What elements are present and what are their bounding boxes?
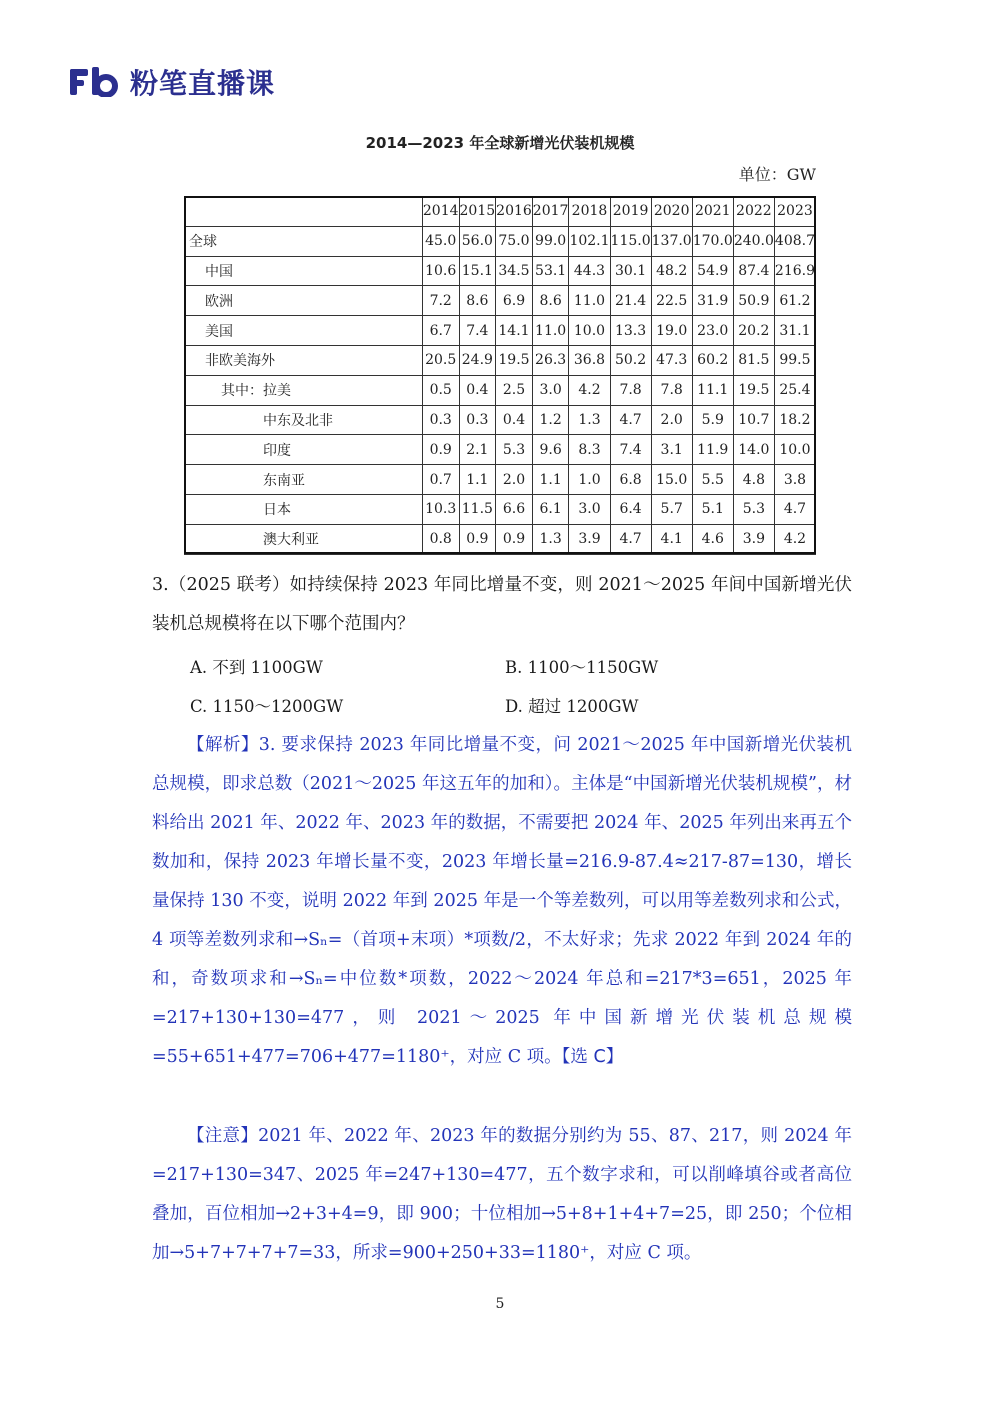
table-cell: 2.1 [459, 435, 496, 465]
table-cell: 4.7 [774, 494, 815, 524]
table-row [185, 435, 816, 465]
table-cell: 0.9 [496, 524, 533, 554]
table-cell: 170.0 [692, 226, 733, 256]
table-cell: 99.5 [774, 345, 815, 375]
table-cell: 4.2 [774, 524, 815, 554]
table-cell: 0.9 [422, 435, 459, 465]
table-cell: 2.5 [496, 375, 533, 405]
table-cell: 8.6 [459, 286, 496, 316]
table-cell: 3.0 [532, 375, 569, 405]
table-cell: 54.9 [692, 256, 733, 286]
table-row [185, 524, 816, 554]
note-text: 2021 年、2022 年、2023 年的数据分别约为 55、87、217，则 2024 年=217+130=347、2025 年=247+130=477，五个数字求和，可以削峰填谷或者高位叠加，百位相加→2+3+4=9，即 900；十位相加→5+8+1+4+7=25，即 250；个位相加→5+7+7+7+7=33，所求=900+250+33=1180⁺，对应 C 项。 [152, 1126, 852, 1263]
brand-logo [70, 62, 275, 102]
year-header: 2015 [459, 197, 496, 227]
table-cell: 2.0 [496, 465, 533, 495]
fb-logo-icon [70, 67, 120, 97]
row-label: 全球 [185, 226, 423, 256]
row-label: 中东及北非 [185, 405, 423, 435]
year-header: 2019 [610, 197, 651, 227]
solar-installation-table [184, 196, 816, 555]
table-cell: 10.6 [422, 256, 459, 286]
table-cell: 3.9 [733, 524, 774, 554]
table-cell: 216.9 [774, 256, 815, 286]
table-cell: 4.6 [692, 524, 733, 554]
year-header: 2021 [692, 197, 733, 227]
table-cell: 240.0 [733, 226, 774, 256]
row-label: 其中：拉美 [185, 375, 423, 405]
table-row [185, 465, 816, 495]
table-cell: 1.1 [532, 465, 569, 495]
page-number: 5 [495, 1296, 505, 1312]
table-cell: 53.1 [532, 256, 569, 286]
table-cell: 5.3 [496, 435, 533, 465]
year-header: 2016 [496, 197, 533, 227]
table-cell: 22.5 [651, 286, 692, 316]
table-row [185, 405, 816, 435]
table-cell: 19.5 [733, 375, 774, 405]
table-cell: 137.0 [651, 226, 692, 256]
table-row [185, 494, 816, 524]
row-label: 澳大利亚 [185, 524, 423, 554]
table-cell: 10.7 [733, 405, 774, 435]
data-table-container [184, 196, 816, 554]
analysis-text: 3. 要求保持 2023 年同比增量不变，问 2021～2025 年中国新增光伏装机总规模，即求总数（2021～2025 年这五年的加和）。主体是“中国新增光伏装机规模”，材料给出 2021 年、2022 年、2023 年的数据，不需要把 2024 年、2025 年列出来再五个数加和，保持 2023 年增长量不变，2023 年增长量=216.9-87.4≈217-87=130，增长量保持 130 不变，说明 2022 年到 2025 年是一个等差数列，可以用等差数列求和公式，4 项等差数列求和→Sₙ=（首项+末项）*项数/2，不太好求；先求 2022 年到 2024 年的和，奇数项求和→Sₙ=中位数*项数，2022～2024 年总和=217*3=651，2025 年=217+130+130=477，则 2021～2025 年中国新增光伏装机总规模=55+651+477=706+477=1180⁺，对应 C 项。 [152, 735, 852, 1067]
year-header: 2014 [422, 197, 459, 227]
table-cell: 56.0 [459, 226, 496, 256]
table-cell: 6.4 [610, 494, 651, 524]
table-cell: 7.2 [422, 286, 459, 316]
table-cell: 19.5 [496, 345, 533, 375]
table-cell: 20.5 [422, 345, 459, 375]
table-cell: 14.1 [496, 316, 533, 346]
table-cell: 10.0 [774, 435, 815, 465]
table-cell: 61.2 [774, 286, 815, 316]
table-cell: 75.0 [496, 226, 533, 256]
table-cell: 5.1 [692, 494, 733, 524]
table-cell: 4.7 [610, 405, 651, 435]
table-cell: 1.3 [569, 405, 610, 435]
option-b: B. 1100～1150GW [505, 658, 659, 677]
table-cell: 14.0 [733, 435, 774, 465]
table-cell: 7.8 [610, 375, 651, 405]
table-row [185, 256, 816, 286]
table-cell: 5.7 [651, 494, 692, 524]
table-cell: 19.0 [651, 316, 692, 346]
analysis-answer: 【选 C】 [561, 1047, 624, 1067]
table-cell: 45.0 [422, 226, 459, 256]
table-cell: 50.2 [610, 345, 651, 375]
table-cell: 2.0 [651, 405, 692, 435]
year-header: 2022 [733, 197, 774, 227]
table-cell: 48.2 [651, 256, 692, 286]
table-cell: 6.9 [496, 286, 533, 316]
table-cell: 18.2 [774, 405, 815, 435]
table-cell: 0.3 [459, 405, 496, 435]
note-section [152, 1117, 852, 1273]
table-cell: 15.1 [459, 256, 496, 286]
table-row [185, 286, 816, 316]
row-label: 东南亚 [185, 465, 423, 495]
table-row [185, 345, 816, 375]
table-cell: 1.0 [569, 465, 610, 495]
table-cell: 5.3 [733, 494, 774, 524]
year-header: 2020 [651, 197, 692, 227]
table-cell: 0.4 [459, 375, 496, 405]
table-cell: 25.4 [774, 375, 815, 405]
table-cell: 34.5 [496, 256, 533, 286]
note-tag: 【注意】 [187, 1126, 259, 1146]
table-cell: 10.0 [569, 316, 610, 346]
table-cell: 9.6 [532, 435, 569, 465]
table-cell: 3.0 [569, 494, 610, 524]
table-cell: 5.9 [692, 405, 733, 435]
table-cell: 87.4 [733, 256, 774, 286]
analysis-section [152, 726, 852, 1077]
row-label: 美国 [185, 316, 423, 346]
table-cell: 6.8 [610, 465, 651, 495]
option-d: D. 超过 1200GW [505, 697, 639, 716]
year-header: 2018 [569, 197, 610, 227]
table-cell: 6.6 [496, 494, 533, 524]
table-row [185, 316, 816, 346]
table-cell: 11.0 [532, 316, 569, 346]
table-cell: 11.5 [459, 494, 496, 524]
table-cell: 0.7 [422, 465, 459, 495]
row-label: 日本 [185, 494, 423, 524]
table-row [185, 375, 816, 405]
table-cell: 6.7 [422, 316, 459, 346]
table-cell: 11.0 [569, 286, 610, 316]
table-cell: 13.3 [610, 316, 651, 346]
table-cell: 102.1 [569, 226, 610, 256]
table-cell: 408.7 [774, 226, 815, 256]
table-cell: 3.9 [569, 524, 610, 554]
table-cell: 1.2 [532, 405, 569, 435]
table-cell: 31.9 [692, 286, 733, 316]
row-label: 非欧美海外 [185, 345, 423, 375]
table-cell: 81.5 [733, 345, 774, 375]
table-cell: 0.8 [422, 524, 459, 554]
table-header-row [185, 197, 816, 227]
table-cell: 26.3 [532, 345, 569, 375]
table-cell: 0.9 [459, 524, 496, 554]
table-cell: 30.1 [610, 256, 651, 286]
table-cell: 6.1 [532, 494, 569, 524]
option-a: A. 不到 1100GW [190, 658, 323, 677]
table-cell: 5.5 [692, 465, 733, 495]
table-cell: 23.0 [692, 316, 733, 346]
brand-name: 粉笔直播课 [130, 67, 276, 100]
table-cell: 21.4 [610, 286, 651, 316]
table-cell: 0.3 [422, 405, 459, 435]
table-unit: 单位：GW [738, 165, 816, 184]
table-cell: 7.4 [459, 316, 496, 346]
row-label: 印度 [185, 435, 423, 465]
table-cell: 3.1 [651, 435, 692, 465]
table-cell: 0.5 [422, 375, 459, 405]
row-label: 欧洲 [185, 286, 423, 316]
year-header: 2017 [532, 197, 569, 227]
table-cell: 8.3 [569, 435, 610, 465]
table-cell: 4.7 [610, 524, 651, 554]
table-cell: 7.4 [610, 435, 651, 465]
row-label: 中国 [185, 256, 423, 286]
table-cell: 36.8 [569, 345, 610, 375]
table-cell: 99.0 [532, 226, 569, 256]
table-cell: 1.3 [532, 524, 569, 554]
table-cell: 4.8 [733, 465, 774, 495]
table-row [185, 226, 816, 256]
table-cell: 115.0 [610, 226, 651, 256]
table-cell: 4.1 [651, 524, 692, 554]
table-cell: 11.9 [692, 435, 733, 465]
table-title: 2014—2023 年全球新增光伏装机规模 [365, 134, 635, 152]
table-cell: 0.4 [496, 405, 533, 435]
table-cell: 1.1 [459, 465, 496, 495]
year-header: 2023 [774, 197, 815, 227]
header-corner-cell [185, 197, 423, 227]
table-cell: 11.1 [692, 375, 733, 405]
table-cell: 10.3 [422, 494, 459, 524]
table-cell: 44.3 [569, 256, 610, 286]
table-cell: 7.8 [651, 375, 692, 405]
question-text: 3.（2025 联考）如持续保持 2023 年同比增量不变，则 2021～2025 年间中国新增光伏装机总规模将在以下哪个范围内？ [152, 575, 852, 634]
table-cell: 50.9 [733, 286, 774, 316]
table-cell: 8.6 [532, 286, 569, 316]
table-cell: 4.2 [569, 375, 610, 405]
table-cell: 3.8 [774, 465, 815, 495]
table-cell: 20.2 [733, 316, 774, 346]
analysis-tag: 【解析】 [187, 735, 259, 755]
table-cell: 15.0 [651, 465, 692, 495]
table-cell: 31.1 [774, 316, 815, 346]
option-c: C. 1150～1200GW [190, 697, 344, 716]
table-cell: 24.9 [459, 345, 496, 375]
table-cell: 60.2 [692, 345, 733, 375]
table-cell: 47.3 [651, 345, 692, 375]
